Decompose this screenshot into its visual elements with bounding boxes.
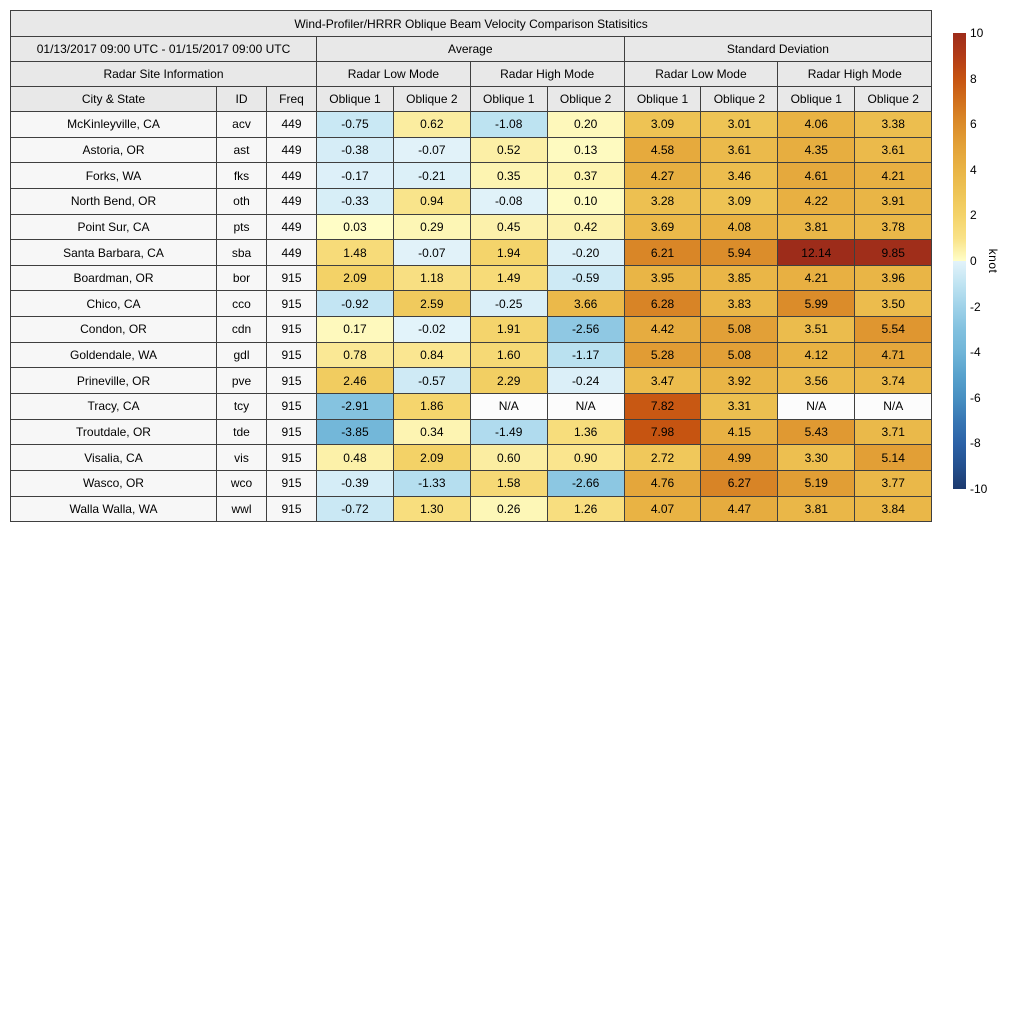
freq-cell: 915 (267, 265, 317, 291)
value-cell: -0.17 (317, 163, 394, 189)
value-cell: -2.91 (317, 394, 394, 420)
value-cell: 0.26 (470, 496, 547, 522)
colorbar-gradient (953, 33, 966, 489)
date-range: 01/13/2017 09:00 UTC - 01/15/2017 09:00 UTC (11, 37, 317, 62)
value-cell: 3.74 (855, 368, 932, 394)
value-cell: 2.46 (317, 368, 394, 394)
value-cell: 0.03 (317, 214, 394, 240)
colorbar-tick-label: 2 (970, 208, 977, 223)
value-cell: 7.98 (624, 419, 701, 445)
value-cell: 3.31 (701, 394, 778, 420)
value-cell: 3.84 (855, 496, 932, 522)
mode-header: Radar High Mode (778, 62, 932, 87)
value-cell: 4.21 (855, 163, 932, 189)
site-id-cell: ast (217, 137, 267, 163)
mode-header-row (11, 62, 932, 87)
value-cell: N/A (470, 394, 547, 420)
value-cell: 3.01 (701, 112, 778, 138)
table-row (11, 496, 932, 522)
value-cell: 3.30 (778, 445, 855, 471)
value-cell: 3.96 (855, 265, 932, 291)
value-cell: 6.28 (624, 291, 701, 317)
value-cell: 3.61 (855, 137, 932, 163)
value-cell: 2.09 (393, 445, 470, 471)
site-id-cell: cco (217, 291, 267, 317)
table-row (11, 445, 932, 471)
table-row (11, 394, 932, 420)
value-cell: -1.33 (393, 470, 470, 496)
value-cell: 3.69 (624, 214, 701, 240)
value-cell: 0.34 (393, 419, 470, 445)
value-cell: 3.77 (855, 470, 932, 496)
value-cell: 5.08 (701, 342, 778, 368)
value-cell: 6.27 (701, 470, 778, 496)
value-cell: 3.91 (855, 188, 932, 214)
value-cell: 4.35 (778, 137, 855, 163)
city-cell: Forks, WA (11, 163, 217, 189)
column-header: Oblique 1 (624, 87, 701, 112)
value-cell: N/A (778, 394, 855, 420)
value-cell: 1.94 (470, 240, 547, 266)
value-cell: 4.99 (701, 445, 778, 471)
site-id-cell: acv (217, 112, 267, 138)
value-cell: 2.29 (470, 368, 547, 394)
site-info-header: Radar Site Information (11, 62, 317, 87)
value-cell: 1.91 (470, 317, 547, 343)
city-cell: Walla Walla, WA (11, 496, 217, 522)
table-row (11, 240, 932, 266)
city-cell: Santa Barbara, CA (11, 240, 217, 266)
value-cell: 0.52 (470, 137, 547, 163)
value-cell: -0.39 (317, 470, 394, 496)
colorbar-tick-label: -8 (970, 436, 981, 451)
city-cell: Astoria, OR (11, 137, 217, 163)
table-row (11, 137, 932, 163)
freq-cell: 915 (267, 419, 317, 445)
value-cell: 3.81 (778, 496, 855, 522)
colorbar-tick-label: -4 (970, 345, 981, 360)
freq-cell: 915 (267, 342, 317, 368)
city-cell: Boardman, OR (11, 265, 217, 291)
value-cell: 1.26 (547, 496, 624, 522)
table-row (11, 214, 932, 240)
value-cell: 1.58 (470, 470, 547, 496)
stats-table (10, 10, 932, 522)
value-cell: 3.81 (778, 214, 855, 240)
colorbar-tick-label: -6 (970, 390, 981, 405)
column-header-row (11, 87, 932, 112)
value-cell: 5.43 (778, 419, 855, 445)
value-cell: 2.59 (393, 291, 470, 317)
freq-cell: 449 (267, 112, 317, 138)
value-cell: 0.20 (547, 112, 624, 138)
freq-cell: 915 (267, 496, 317, 522)
value-cell: -1.17 (547, 342, 624, 368)
value-cell: 5.54 (855, 317, 932, 343)
colorbar-tick-label: -10 (970, 482, 988, 496)
value-cell: 0.35 (470, 163, 547, 189)
value-cell: 0.60 (470, 445, 547, 471)
city-cell: Troutdale, OR (11, 419, 217, 445)
value-cell: -0.08 (470, 188, 547, 214)
value-cell: -0.21 (393, 163, 470, 189)
value-cell: 3.28 (624, 188, 701, 214)
value-cell: -0.38 (317, 137, 394, 163)
value-cell: -1.08 (470, 112, 547, 138)
group-header-standard-deviation: Standard Deviation (624, 37, 932, 62)
value-cell: 4.06 (778, 112, 855, 138)
value-cell: -2.66 (547, 470, 624, 496)
value-cell: 4.61 (778, 163, 855, 189)
value-cell: 4.76 (624, 470, 701, 496)
value-cell: 4.08 (701, 214, 778, 240)
value-cell: -0.59 (547, 265, 624, 291)
value-cell: 3.71 (855, 419, 932, 445)
value-cell: 3.56 (778, 368, 855, 394)
city-cell: McKinleyville, CA (11, 112, 217, 138)
table-row (11, 368, 932, 394)
value-cell: 6.21 (624, 240, 701, 266)
site-id-cell: sba (217, 240, 267, 266)
freq-cell: 449 (267, 214, 317, 240)
value-cell: 4.22 (778, 188, 855, 214)
column-header: Oblique 2 (393, 87, 470, 112)
site-id-cell: fks (217, 163, 267, 189)
value-cell: -3.85 (317, 419, 394, 445)
freq-cell: 449 (267, 163, 317, 189)
column-header: Oblique 1 (317, 87, 394, 112)
colorbar-tick-label: 4 (970, 162, 977, 177)
value-cell: 4.21 (778, 265, 855, 291)
mode-header: Radar Low Mode (624, 62, 778, 87)
value-cell: 4.71 (855, 342, 932, 368)
value-cell: 1.30 (393, 496, 470, 522)
freq-cell: 915 (267, 317, 317, 343)
value-cell: 12.14 (778, 240, 855, 266)
value-cell: 3.66 (547, 291, 624, 317)
site-id-cell: wco (217, 470, 267, 496)
city-cell: Wasco, OR (11, 470, 217, 496)
colorbar-tick-label: -2 (970, 299, 981, 314)
value-cell: -0.07 (393, 137, 470, 163)
value-cell: 9.85 (855, 240, 932, 266)
column-header: Oblique 1 (470, 87, 547, 112)
city-cell: North Bend, OR (11, 188, 217, 214)
value-cell: 0.42 (547, 214, 624, 240)
value-cell: 5.94 (701, 240, 778, 266)
value-cell: 4.42 (624, 317, 701, 343)
value-cell: 4.15 (701, 419, 778, 445)
value-cell: 0.94 (393, 188, 470, 214)
colorbar-unit-label: knot (986, 248, 1000, 274)
value-cell: -0.33 (317, 188, 394, 214)
city-cell: Chico, CA (11, 291, 217, 317)
value-cell: 1.48 (317, 240, 394, 266)
value-cell: 0.29 (393, 214, 470, 240)
value-cell: 4.12 (778, 342, 855, 368)
value-cell: 3.78 (855, 214, 932, 240)
value-cell: 3.46 (701, 163, 778, 189)
freq-cell: 449 (267, 188, 317, 214)
value-cell: 2.72 (624, 445, 701, 471)
colorbar-tick-label: 8 (970, 71, 977, 86)
value-cell: 0.90 (547, 445, 624, 471)
value-cell: 3.83 (701, 291, 778, 317)
value-cell: -0.02 (393, 317, 470, 343)
value-cell: 1.86 (393, 394, 470, 420)
city-cell: Point Sur, CA (11, 214, 217, 240)
value-cell: 3.09 (624, 112, 701, 138)
table-row (11, 112, 932, 138)
value-cell: -1.49 (470, 419, 547, 445)
title-row (11, 11, 932, 37)
table-row (11, 163, 932, 189)
value-cell: 0.37 (547, 163, 624, 189)
value-cell: 4.27 (624, 163, 701, 189)
value-cell: 5.99 (778, 291, 855, 317)
value-cell: 0.78 (317, 342, 394, 368)
freq-cell: 449 (267, 240, 317, 266)
mode-header: Radar High Mode (470, 62, 624, 87)
site-id-cell: pve (217, 368, 267, 394)
value-cell: 3.95 (624, 265, 701, 291)
table-title: Wind-Profiler/HRRR Oblique Beam Velocity Comparison Statisitics (11, 11, 932, 37)
value-cell: -0.07 (393, 240, 470, 266)
value-cell: 1.18 (393, 265, 470, 291)
site-id-cell: tde (217, 419, 267, 445)
value-cell: -0.24 (547, 368, 624, 394)
site-id-cell: gdl (217, 342, 267, 368)
colorbar-tick-label: 6 (970, 117, 977, 132)
freq-cell: 915 (267, 470, 317, 496)
value-cell: 3.47 (624, 368, 701, 394)
value-cell: 1.49 (470, 265, 547, 291)
value-cell: -0.92 (317, 291, 394, 317)
group-header-average: Average (317, 37, 625, 62)
value-cell: 3.85 (701, 265, 778, 291)
mode-header: Radar Low Mode (317, 62, 471, 87)
site-id-cell: pts (217, 214, 267, 240)
value-cell: -0.72 (317, 496, 394, 522)
column-header: Oblique 2 (547, 87, 624, 112)
value-cell: 0.45 (470, 214, 547, 240)
value-cell: 3.38 (855, 112, 932, 138)
site-id-cell: wwl (217, 496, 267, 522)
value-cell: -2.56 (547, 317, 624, 343)
site-id-cell: cdn (217, 317, 267, 343)
value-cell: 5.19 (778, 470, 855, 496)
site-id-cell: oth (217, 188, 267, 214)
group-header-row (11, 37, 932, 62)
value-cell: 4.47 (701, 496, 778, 522)
city-cell: Goldendale, WA (11, 342, 217, 368)
value-cell: 1.36 (547, 419, 624, 445)
value-cell: 0.62 (393, 112, 470, 138)
freq-cell: 915 (267, 445, 317, 471)
value-cell: 4.58 (624, 137, 701, 163)
freq-cell: 915 (267, 368, 317, 394)
colorbar-tick-label: 10 (970, 26, 984, 40)
value-cell: -0.20 (547, 240, 624, 266)
column-header: Freq (267, 87, 317, 112)
value-cell: -0.57 (393, 368, 470, 394)
value-cell: 3.51 (778, 317, 855, 343)
table-row (11, 265, 932, 291)
freq-cell: 449 (267, 137, 317, 163)
value-cell: 3.92 (701, 368, 778, 394)
site-id-cell: vis (217, 445, 267, 471)
value-cell: N/A (547, 394, 624, 420)
value-cell: 0.13 (547, 137, 624, 163)
value-cell: 1.60 (470, 342, 547, 368)
value-cell: 0.84 (393, 342, 470, 368)
freq-cell: 915 (267, 291, 317, 317)
value-cell: 3.61 (701, 137, 778, 163)
value-cell: 5.28 (624, 342, 701, 368)
site-id-cell: bor (217, 265, 267, 291)
value-cell: 3.50 (855, 291, 932, 317)
table-row (11, 342, 932, 368)
column-header: City & State (11, 87, 217, 112)
value-cell: -0.75 (317, 112, 394, 138)
value-cell: 5.14 (855, 445, 932, 471)
city-cell: Visalia, CA (11, 445, 217, 471)
value-cell: -0.25 (470, 291, 547, 317)
freq-cell: 915 (267, 394, 317, 420)
table-row (11, 470, 932, 496)
value-cell: 0.17 (317, 317, 394, 343)
value-cell: 5.08 (701, 317, 778, 343)
value-cell: 3.09 (701, 188, 778, 214)
value-cell: 0.48 (317, 445, 394, 471)
column-header: ID (217, 87, 267, 112)
value-cell: 7.82 (624, 394, 701, 420)
colorbar-tick-label: 0 (970, 254, 977, 268)
column-header: Oblique 2 (701, 87, 778, 112)
value-cell: 2.09 (317, 265, 394, 291)
site-id-cell: tcy (217, 394, 267, 420)
table-row (11, 317, 932, 343)
column-header: Oblique 1 (778, 87, 855, 112)
value-cell: N/A (855, 394, 932, 420)
table-row (11, 291, 932, 317)
city-cell: Condon, OR (11, 317, 217, 343)
city-cell: Prineville, OR (11, 368, 217, 394)
value-cell: 4.07 (624, 496, 701, 522)
column-header: Oblique 2 (855, 87, 932, 112)
table-row (11, 419, 932, 445)
table-row (11, 188, 932, 214)
city-cell: Tracy, CA (11, 394, 217, 420)
value-cell: 0.10 (547, 188, 624, 214)
